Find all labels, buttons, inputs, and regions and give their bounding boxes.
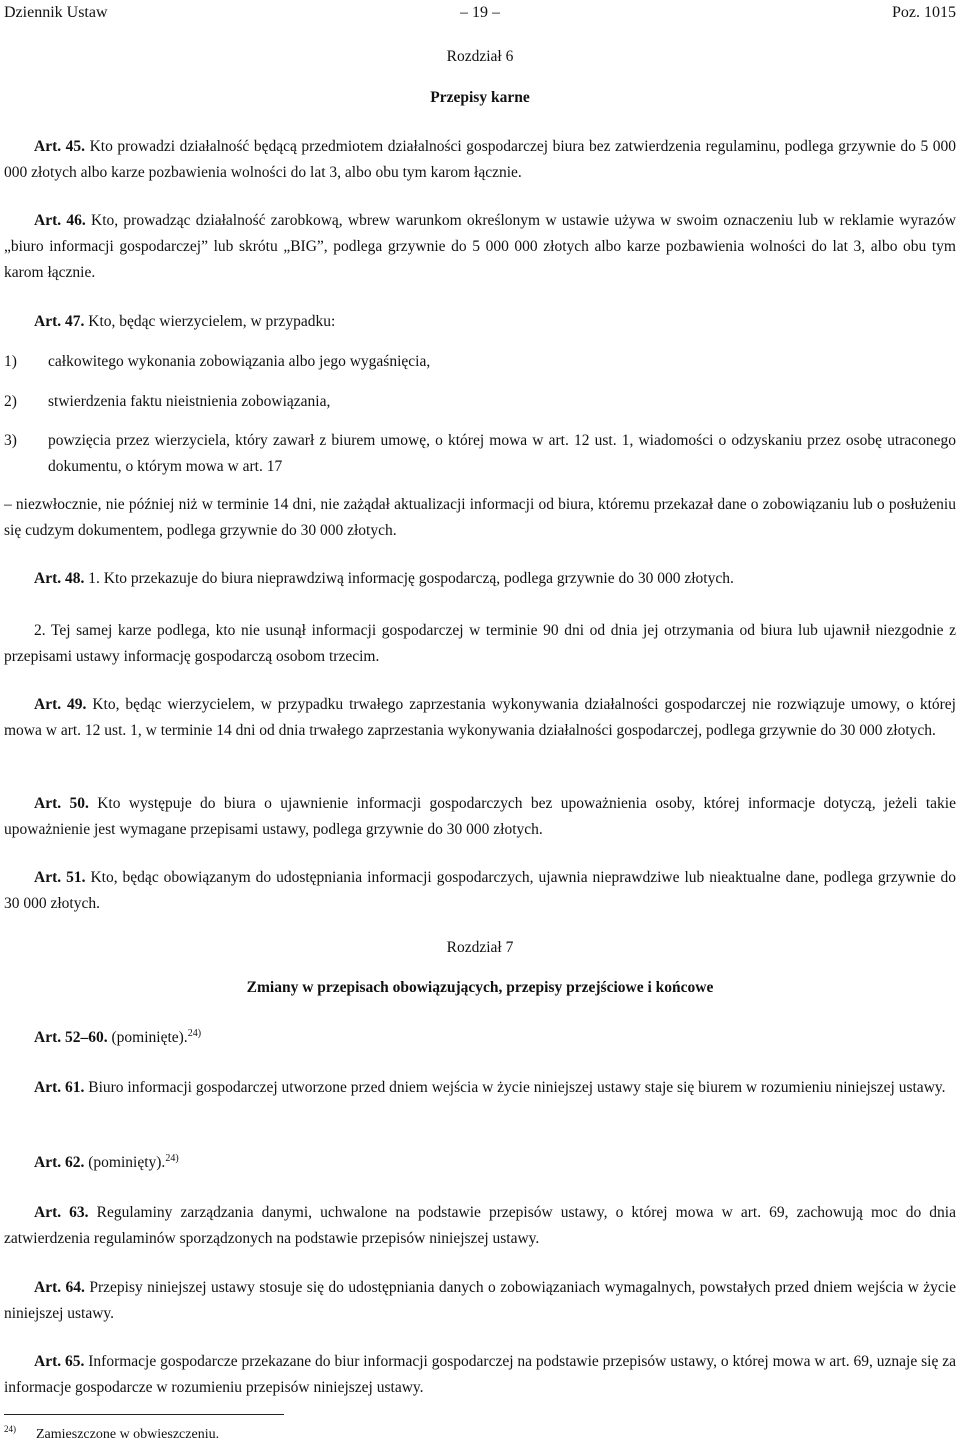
list-text: powzięcia przez wierzyciela, który zawarł z biurem umowę, o której mowa w art. 12 ust. 1, wiadomości o odzyskaniu przez osobę utraconego dokumentu, o którym mowa w art. 17 bbox=[48, 432, 956, 475]
article-48-paragraph-2: 2. Tej samej karze podlega, kto nie usunął informacji gospodarczej w terminie 90 dni od dnia jej otrzymania od biura lub ujawnił niezgodnie z przepisami ustawy informację gospodarczą osobom trzecim. bbox=[4, 622, 956, 665]
article-label: Art. 52–60. bbox=[34, 1029, 108, 1046]
article-50 bbox=[4, 791, 956, 843]
list-item bbox=[4, 428, 956, 480]
footnote bbox=[4, 1426, 219, 1444]
article-label: Art. 62. bbox=[34, 1154, 85, 1171]
list-item bbox=[4, 389, 956, 415]
page-number: – 19 – bbox=[460, 4, 500, 21]
footnote-divider bbox=[4, 1414, 284, 1415]
article-label: Art. 45. bbox=[34, 138, 86, 155]
article-45 bbox=[4, 134, 956, 186]
footnote-ref: 24) bbox=[187, 1027, 202, 1039]
chapter-6-subtitle: Przepisy karne bbox=[430, 89, 530, 106]
article-52-60 bbox=[4, 1025, 956, 1051]
article-text: Kto, prowadząc działalność zarobkową, wbrew warunkom określonym w ustawie używa w swoim oznaczeniu lub w reklamie wyrazów „biuro informacji gospodarczej” lub skrótu „BIG”, podlega grzywnie do 5 000 000 złotych albo karze pozbawienia wolności do lat 3, albo obu tym karom łącznie. bbox=[4, 212, 956, 281]
list-number: 1) bbox=[4, 353, 17, 370]
article-text: Kto prowadzi działalność będącą przedmiotem działalności gospodarczej biura bez zatwierdzenia regulaminu, podlega grzywnie do 5 000 000 złotych albo karze pozbawienia wolności do lat 3, albo obu tym karom łącznie. bbox=[4, 138, 956, 181]
article-text: Kto, będąc obowiązanym do udostępniania informacji gospodarczych, ujawnia nieprawdziwe lub nieaktualne dane, podlega grzywnie do 30 000 złotych. bbox=[4, 869, 956, 912]
chapter-7-subtitle: Zmiany w przepisach obowiązujących, przepisy przejściowe i końcowe bbox=[246, 979, 714, 996]
article-label: Art. 49. bbox=[34, 696, 87, 713]
article-46 bbox=[4, 208, 956, 286]
article-63 bbox=[4, 1200, 956, 1252]
position-number: Poz. 1015 bbox=[892, 4, 956, 21]
page-header bbox=[0, 0, 960, 26]
chapter-6-title: Rozdział 6 bbox=[446, 48, 514, 65]
list-text: stwierdzenia faktu nieistnienia zobowiązania, bbox=[48, 393, 331, 410]
article-text: Kto, będąc wierzycielem, w przypadku trwałego zaprzestania wykonywania działalności gospodarczej nie rozwiązuje umowy, o której mowa w art. 12 ust. 1, w terminie 14 dni od dnia trwałego zaprzestania wykonywania działalności gospodarczej, podlega grzywnie do 30 000 złotych. bbox=[4, 696, 956, 739]
list-number: 3) bbox=[4, 432, 17, 449]
article-label: Art. 63. bbox=[34, 1204, 89, 1221]
article-label: Art. 50. bbox=[34, 795, 89, 812]
article-51 bbox=[4, 865, 956, 917]
article-64 bbox=[4, 1275, 956, 1327]
article-62 bbox=[4, 1150, 956, 1176]
chapter-7-title: Rozdział 7 bbox=[446, 939, 514, 956]
article-label: Art. 65. bbox=[34, 1353, 85, 1370]
list-number: 2) bbox=[4, 393, 17, 410]
article-text: Kto, będąc wierzycielem, w przypadku: bbox=[84, 313, 336, 330]
article-text: (pominięty). bbox=[84, 1154, 166, 1171]
article-label: Art. 47. bbox=[34, 313, 85, 330]
journal-name: Dziennik Ustaw bbox=[4, 4, 108, 21]
footnote-mark: 24) bbox=[4, 1424, 16, 1434]
article-47 bbox=[4, 309, 956, 335]
article-text: Biuro informacji gospodarczej utworzone przed dniem wejścia w życie niniejszej ustawy staje się biurem w rozumieniu niniejszej ustawy. bbox=[84, 1079, 946, 1096]
article-label: Art. 64. bbox=[34, 1279, 85, 1296]
article-61 bbox=[4, 1075, 956, 1101]
article-49 bbox=[4, 692, 956, 744]
article-label: Art. 61. bbox=[34, 1079, 85, 1096]
article-text: Kto występuje do biura o ujawnienie informacji gospodarczych bez upoważnienia osoby, której informacje dotyczą, jeżeli takie upoważnienie jest wymagane przepisami ustawy, podlega grzywnie do 30 000 złotych. bbox=[4, 795, 956, 838]
footnote-ref: 24) bbox=[165, 1152, 179, 1164]
article-label: Art. 48. bbox=[34, 570, 85, 587]
list-text: całkowitego wykonania zobowiązania albo jego wygaśnięcia, bbox=[48, 353, 431, 370]
article-47-tail: – niezwłocznie, nie później niż w terminie 14 dni, nie zażądał aktualizacji informacji od biura, któremu przekazał dane o zobowiązaniu lub o posłużeniu się cudzym dokumentem, podlega grzywnie do 30 000 złotych. bbox=[4, 496, 956, 539]
article-48-paragraph-1 bbox=[4, 566, 956, 592]
article-label: Art. 51. bbox=[34, 869, 86, 886]
list-item bbox=[4, 349, 956, 375]
article-text: 1. Kto przekazuje do biura nieprawdziwą informację gospodarczą, podlega grzywnie do 30 000 złotych. bbox=[84, 570, 734, 587]
article-text: Regulaminy zarządzania danymi, uchwalone na podstawie przepisów ustawy, o której mowa w art. 69, zachowują moc do dnia zatwierdzenia regulaminów sporządzonych na podstawie przepisów niniejszej ustawy. bbox=[4, 1204, 956, 1247]
article-text: Przepisy niniejszej ustawy stosuje się do udostępniania danych o zobowiązaniach wymagalnych, powstałych przed dniem wejścia w życie niniejszej ustawy. bbox=[4, 1279, 956, 1322]
article-65 bbox=[4, 1349, 956, 1401]
footnote-text: Zamieszczone w obwieszczeniu. bbox=[36, 1427, 220, 1442]
article-label: Art. 46. bbox=[34, 212, 86, 229]
article-text: Informacje gospodarcze przekazane do biur informacji gospodarczej na podstawie przepisów ustawy, o której mowa w art. 69, uznaje się za informacje gospodarcze w rozumieniu przepisów niniejszej ustawy. bbox=[4, 1353, 956, 1396]
article-text: (pominięte). bbox=[107, 1029, 188, 1046]
